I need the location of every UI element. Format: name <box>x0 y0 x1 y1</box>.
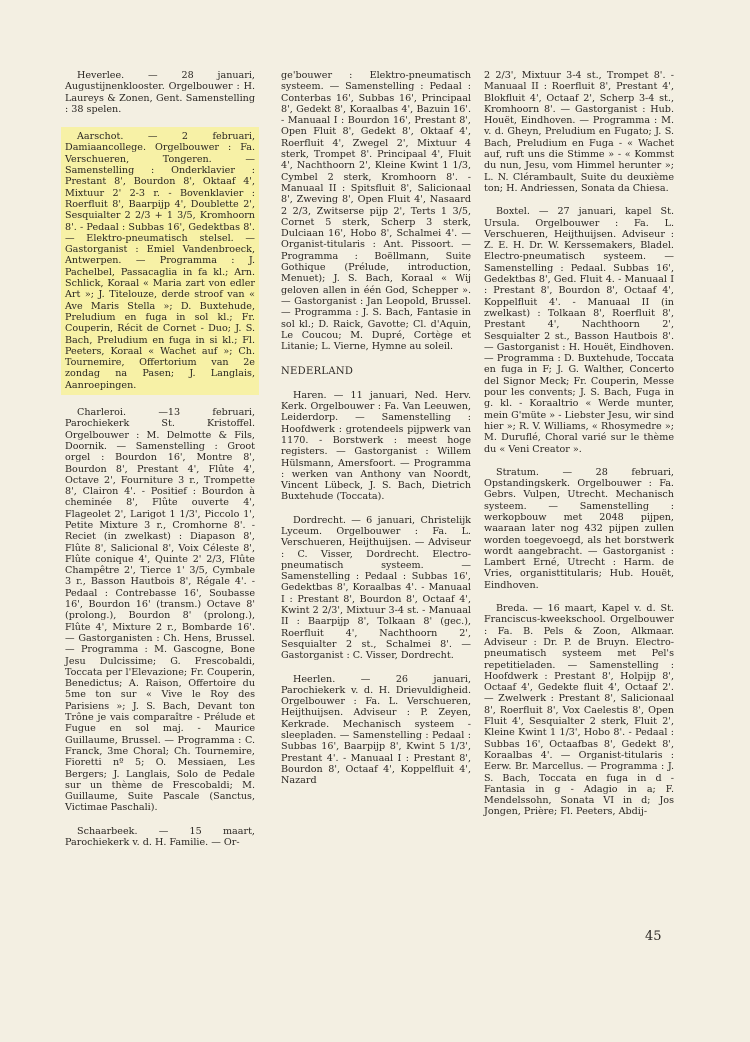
column-middle <box>281 70 471 799</box>
entry-aarschot-highlighted: Aarschot. — 2 februari, Damiaancollege. Orgelbouwer : Fa. Verschueren, Tongeren. — Samenstelling : Onderklavier : Prestant 8', Bourdon 8', Oktaaf 4', Mixtuur 2' 2-3 r. - Bovenklavier : Roerfluit 8', Baarpijp 4', Doublette 2', Sesquialter 2 2/3 + 1 3/5, Kromhoorn 8'. - Pedaal : Subbas 16', Gedektbas 8'. — Elektro-pneumatisch stelsel. — Gastorganist : Emiel Vandenbroeck, Antwerpen. — Programma : J. Pachelbel, Passacaglia in fa kl.; Arn. Schlick, Koraal « Maria zart von edler Art »; J. Titelouze, derde stroof van « Ave Maris Stella »; D. Buxtehude, Preludium en fuga in sol kl.; Fr. Couperin, Récit de Cornet - Duo; J. S. Bach, Preludium en fuga in si kl.; Fl. Peeters, Koraal « Wachet auf »; Ch. Tournemire, Offertorium van 2e zondag na Pasen; J. Langlais, Aanroepingen. <box>61 127 259 395</box>
entry-heerlen-continued: 2 2/3', Mixtuur 3-4 st., Trompet 8'. - Manuaal II : Roerfluit 8', Prestant 4', Blokfluit 4', Octaaf 2', Scherp 3-4 st., Kromhoorn 8'. — Gastorganist : Hub. Houët, Eindhoven. — Programma : M. v. d. Gheyn, Preludium en Fugato; J. S. Bach, Preludium en Fuga - « Wachet auf, ruft uns die Stimme » - « Kommst du nun, Jesu, vom Himmel herunter »; L. N. Clérambault, Suite du deuxième ton; H. Andriessen, Sonata da Chiesa. <box>484 70 674 194</box>
section-heading-nederland: NEDERLAND <box>281 366 354 378</box>
page-number: 45 <box>645 929 662 944</box>
entry-boxtel: Boxtel. — 27 januari, kapel St. Ursula. Orgelbouwer : Fa. L. Verschueren, Heijthuijsen. Adviseur : Z. E. H. Dr. W. Kerssemakers, Bladel. Electro-pneumatisch systeem. — Samenstelling : Pedaal. Subbas 16', Gedektbas 8', Ged. Fluit 4. - Manuaal I : Prestant 8', Bourdon 8', Octaaf 4', Koppelfluit 4'. - Manuaal II (in zwelkast) : Tolkaan 8', Roerfluit 8', Prestant 4', Nachthoorn 2', Sesquialter 2 st., Basson Hautbois 8'. — Gastorganist : H. Houët, Eindhoven. — Programma : D. Buxtehude, Toccata en fuga in F; J. G. Walther, Concerto del Signor Meck; Fr. Couperin, Messe pour les convents; J. S. Bach, Fuga in g. kl. - Koraaltrio « Werde munter, mein G'müte » - Liebster Jesu, wir sind hier »; R. V. Williams, « Rhosymedre »; M. Duruflé, Choral varié sur le thème du « Veni Creator ». <box>484 206 674 455</box>
entry-dordrecht: Dordrecht. — 6 januari, Christelijk Lyceum. Orgelbouwer : Fa. L. Verschueren, Heijthuijsen. — Adviseur : C. Visser, Dordrecht. Electro-pneumatisch systeem. — Samenstelling : Pedaal : Subbas 16', Gedektbas 8', Koraalbas 4'. - Manuaal I : Prestant 8', Bourdon 8', Octaaf 4', Kwint 2 2/3', Mixtuur 3-4 st. - Manuaal II : Baarpijp 8', Tolkaan 8' (gec.), Roerfluit 4', Nachthoorn 2', Sesquialter 2 st., Schalmei 8'. — Gastorganist : C. Visser, Dordrecht. <box>281 514 471 662</box>
entry-stratum: Stratum. — 28 februari, Opstandingskerk. Orgelbouwer : Fa. Gebrs. Vulpen, Utrecht. Mechanisch systeem. — Samenstelling : werkopbouw met 2048 pijpen, waaraan later nog 432 pijpen zullen worden toegevoegd, als het borstwerk wordt aangebracht. — Gastorganist : Lambert Erné, Utrecht : Harm. de Vries, organisttitularis; Hub. Houët, Eindhoven. <box>484 466 674 591</box>
entry-schaarbeek: Schaarbeek. — 15 maart, Parochiekerk v. d. H. Familie. — Or- <box>65 825 255 848</box>
entry-haren: Haren. — 11 januari, Ned. Herv. Kerk. Orgelbouwer : Fa. Van Leeuwen, Leiderdorp. — Samenstelling : Hoofdwerk : grotendeels pijpwerk van 1170. - Borstwerk : meest hoge registers. — Gastorganist : Willem Hülsmann, Amersfoort. — Programma : werken van Anthony van Noordt, Vincent Lübeck, J. S. Bach, Dietrich Buxtehude (Toccata). <box>281 389 471 503</box>
entry-heverlee: Heverlee. — 28 januari, Augustijnenklooster. Orgelbouwer : H. Laureys & Zonen, Gent. Samenstelling : 38 spelen. <box>65 70 255 115</box>
entry-heerlen: Heerlen. — 26 januari, Parochiekerk v. d. H. Drievuldigheid. Orgelbouwer : Fa. L. Verschueren, Heijthuijsen. Adviseur : P. Zeyen, Kerkrade. Mechanisch systeem - sleepladen. — Samenstelling : Pedaal : Subbas 16', Baarpijp 8', Kwint 5 1/3', Prestant 4'. - Manuaal I : Prestant 8', Bourdon 8', Octaaf 4', Koppelfluit 4', Nazard <box>281 673 471 787</box>
column-right <box>484 70 674 830</box>
column-left <box>65 70 255 860</box>
entry-schaarbeek-continued: ge'bouwer : Elektro-pneumatisch systeem. — Samenstelling : Pedaal : Conterbas 16', Subbas 16', Principaal 8', Gedekt 8', Koraalbas 4', Bazuin 16'. - Manuaal I : Bourdon 16', Prestant 8', Open Fluit 8', Gedekt 8', Oktaaf 4', Roerfluit 4', Zwegel 2', Mixtuur 4 sterk, Trompet 8'. Principaal 4', Fluit 4', Nachthoorn 2', Kleine Kwint 1 1/3, Cymbel 2 sterk, Kromhoorn 8'. - Manuaal II : Spitsfluit 8', Salicionaal 8', Zweving 8', Open Fluit 4', Nasaard 2 2/3, Zwitserse pijp 2', Terts 1 3/5, Cornet 5 sterk, Scherp 3 sterk, Dulciaan 16', Hobo 8', Schalmei 4'. — Organist-titularis : Ant. Pissoort. — Programma : Boëllmann, Suite Gothique (Prélude, introduction, Menuet); J. S. Bach, Koraal « Wij geloven allen in één God, Schepper ». — Gastorganist : Jan Leopold, Brussel. — Programma : J. S. Bach, Fantasie in sol kl.; D. Raick, Gavotte; Cl. d'Aquin, Le Coucou; M. Dupré, Cortège et Litanie; L. Vierne, Hymne au soleil. <box>281 70 471 353</box>
entry-breda: Breda. — 16 maart, Kapel v. d. St. Franciscus-kweekschool. Orgelbouwer : Fa. B. Pels & Zoon, Alkmaar. Adviseur : Dr. P. de Bruyn. Electro-pneumatisch systeem met Pel's repetitieladen. — Samenstelling : Hoofdwerk : Prestant 8', Holpijp 8', Octaaf 4', Gedekte fluit 4', Octaaf 2'. — Zwelwerk : Prestant 8', Salicionaal 8', Roerfluit 8', Vox Caelestis 8', Open Fluit 4', Sesquialter 2 sterk, Fluit 2', Kleine Kwint 1 1/3', Hobo 8'. - Pedaal : Subbas 16', Octaafbas 8', Gedekt 8', Koraalbas 4'. — Organist-titularis : Eerw. Br. Marcellus. — Programma : J. S. Bach, Toccata en fuga in d - Fantasia in g - Adagio in a; F. Mendelssohn, Sonata VI in d; Jos Jongen, Prière; Fl. Peeters, Abdij- <box>484 603 674 818</box>
entry-charleroi: Charleroi. —13 februari, Parochiekerk St. Kristoffel. Orgelbouwer : M. Delmotte & Fils, Doornik. — Samenstelling : Groot orgel : Bourdon 16', Montre 8', Bourdon 8', Prestant 4', Flûte 4', Octave 2', Fourniture 3 r., Trompette 8', Clairon 4'. - Positief : Bourdon à cheminée 8', Flûte ouverte 4', Flageolet 2', Larigot 1 1/3', Piccolo 1', Petite Mixture 3 r., Cromhorne 8'. - Reciet (in zwelkast) : Diapason 8', Flûte 8', Salicional 8', Voix Céleste 8', Flûte conique 4', Quinte 2' 2/3, Flûte Champêtre 2', Tierce 1' 3/5, Cymbale 3 r., Basson Hautbois 8', Régale 4'. - Pedaal : Contrebasse 16', Soubasse 16', Bourdon 16' (transm.) Octave 8' (prolong.), Bourdon 8' (prolong.), Flûte 4', Mixture 2 r., Bombarde 16'. — Gastorganisten : Ch. Hens, Brussel. — Programma : M. Gascogne, Bone Jesu Dulcissime; G. Frescobaldi, Toccata per l'Elevazione; Fr. Couperin, Benedictus; A. Raison, Offertoire du 5me ton sur « Vive le Roy des Parisiens »; J. S. Bach, Devant ton Trône je vais comparaître - Prélude et Fugue en sol maj. - Maurice Guillaume, Brussel. — Programma : C. Franck, 3me Choral; Ch. Tournemire, Fioretti nº 5; O. Messiaen, Les Bergers; J. Langlais, Solo de Pedale sur un thème de Frescobaldi; M. Guillaume, Suite Pascale (Sanctus, Victimae Paschali). <box>65 407 255 814</box>
